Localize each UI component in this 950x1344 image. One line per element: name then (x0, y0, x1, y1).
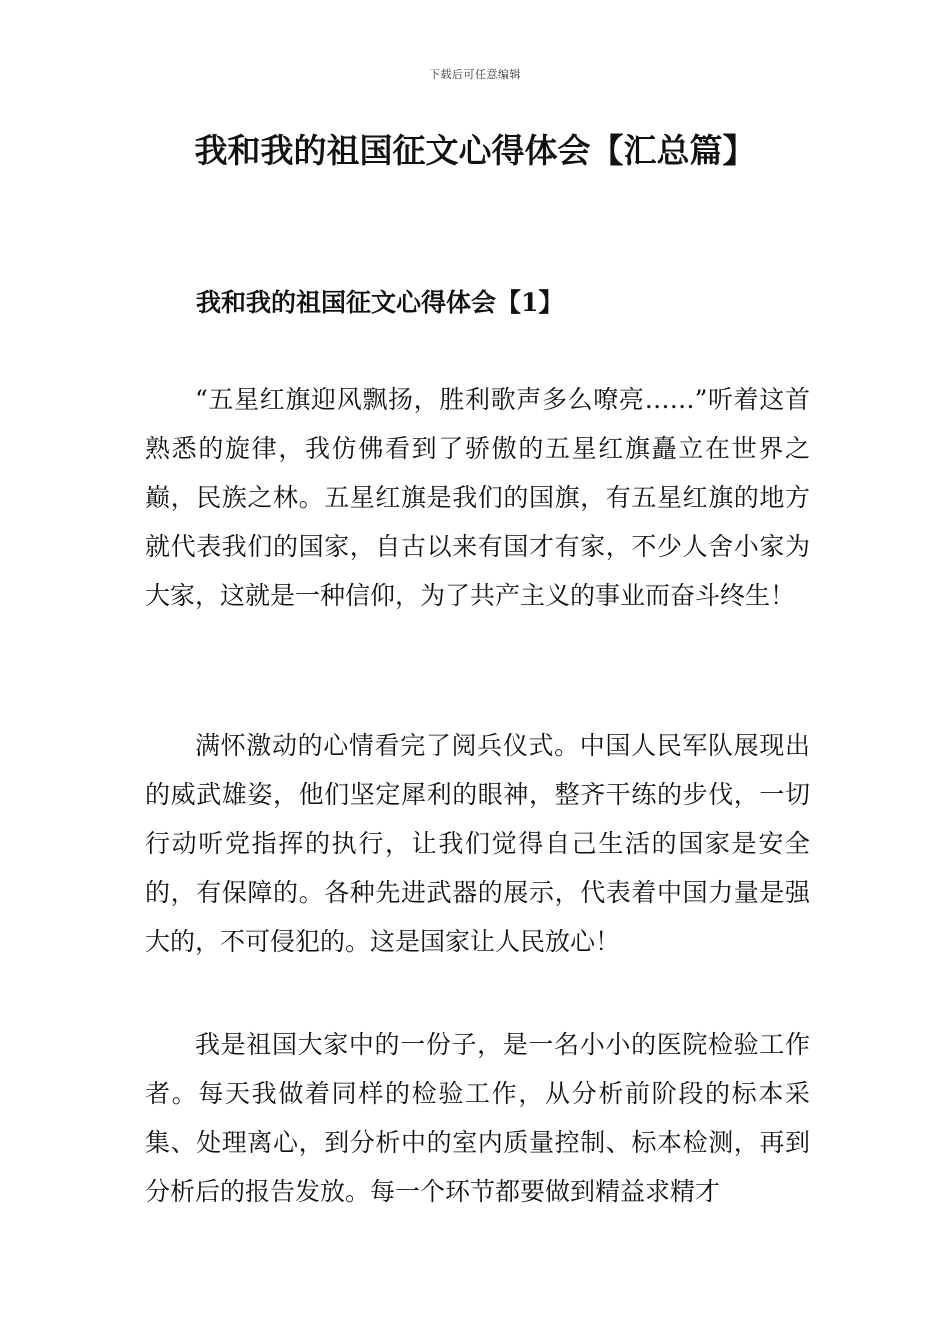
body-paragraph-2: 满怀激动的心情看完了阅兵仪式。中国人民军队展现出的威武雄姿，他们坚定犀利的眼神，整齐干练的步伐，一切行动听党指挥的执行，让我们觉得自己生活的国家是安全的，有保障的。各种先进武器的展示，代表着中国力量是强大的，不可侵犯的。这是国家让人民放心！ (145, 731, 810, 956)
body-paragraph-1: “五星红旗迎风飘扬，胜利歌声多么嘹亮……”听着这首熟悉的旋律，我仿佛看到了骄傲的五星红旗矗立在世界之巅，民族之林。五星红旗是我们的国旗，有五星红旗的地方就代表我们的国家，自古以来有国才有家，不少人舍小家为大家，这就是一种信仰，为了共产主义的事业而奋斗终生！ (145, 385, 810, 610)
section-heading: 我和我的祖国征文心得体会【1】 (196, 288, 564, 317)
document-title: 我和我的祖国征文心得体会【汇总篇】 (194, 131, 756, 170)
header-note: 下载后可任意编辑 (429, 68, 521, 81)
body-paragraph-3: 我是祖国大家中的一份子，是一名小小的医院检验工作者。每天我做着同样的检验工作，从分析前阶段的标本采集、处理离心，到分析中的室内质量控制、标本检测，再到分析后的报告发放。每一个环节都要做到精益求精才 (145, 1030, 810, 1206)
